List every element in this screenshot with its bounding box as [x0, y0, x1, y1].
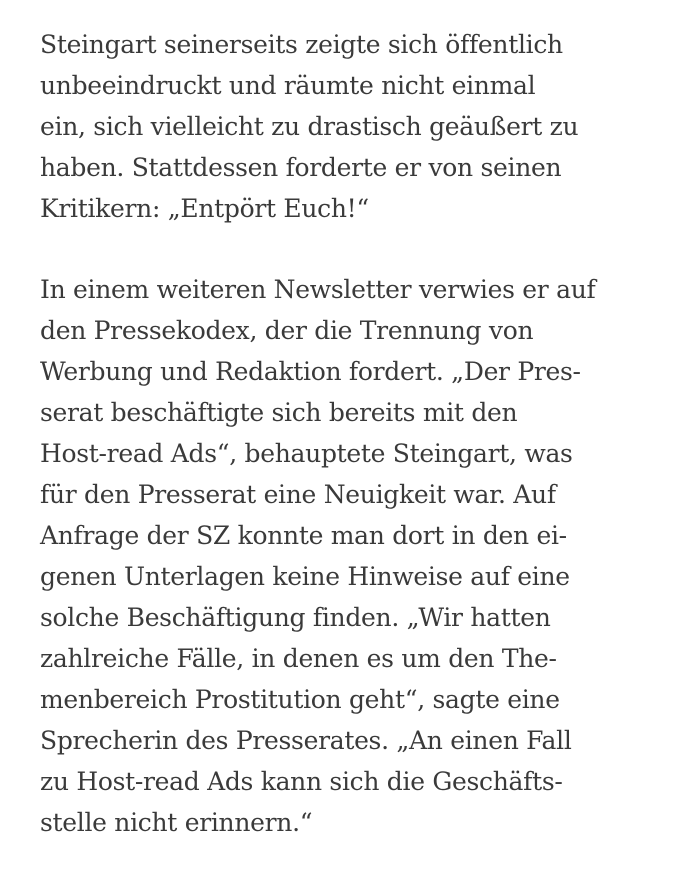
text-line: Kritikern: „Entpört Euch!“ — [40, 194, 369, 223]
text-line: Anfrage der SZ konnte man dort in den ei- — [40, 521, 567, 550]
text-line: den Pressekodex, der die Trennung von — [40, 316, 534, 345]
text-line: Steingart seinerseits zeigte sich öffentlich — [40, 30, 563, 59]
text-line: Sprecherin des Presserates. „An einen Fall — [40, 726, 572, 755]
text-line: stelle nicht erinnern.“ — [40, 808, 313, 837]
text-line: menbereich Prostitution geht“, sagte eine — [40, 685, 560, 714]
text-line: ein, sich vielleicht zu drastisch geäußert zu — [40, 112, 579, 141]
text-line: für den Presserat eine Neuigkeit war. Auf — [40, 480, 556, 509]
text-line: haben. Stattdessen forderte er von seinen — [40, 153, 562, 182]
text-line: zu Host-read Ads kann sich die Geschäfts- — [40, 767, 563, 796]
text-line: Werbung und Redaktion fordert. „Der Pres- — [40, 357, 581, 386]
text-line: unbeeindruckt und räumte nicht einmal — [40, 71, 536, 100]
paragraph — [40, 269, 680, 843]
text-line: In einem weiteren Newsletter verwies er auf — [40, 275, 596, 304]
article-body — [40, 24, 680, 883]
text-line: Host-read Ads“, behauptete Steingart, was — [40, 439, 573, 468]
text-line: genen Unterlagen keine Hinweise auf eine — [40, 562, 570, 591]
text-line: solche Beschäftigung finden. „Wir hatten — [40, 603, 551, 632]
paragraph — [40, 24, 680, 229]
text-line: zahlreiche Fälle, in denen es um den The- — [40, 644, 557, 673]
text-line: serat beschäftigte sich bereits mit den — [40, 398, 518, 427]
